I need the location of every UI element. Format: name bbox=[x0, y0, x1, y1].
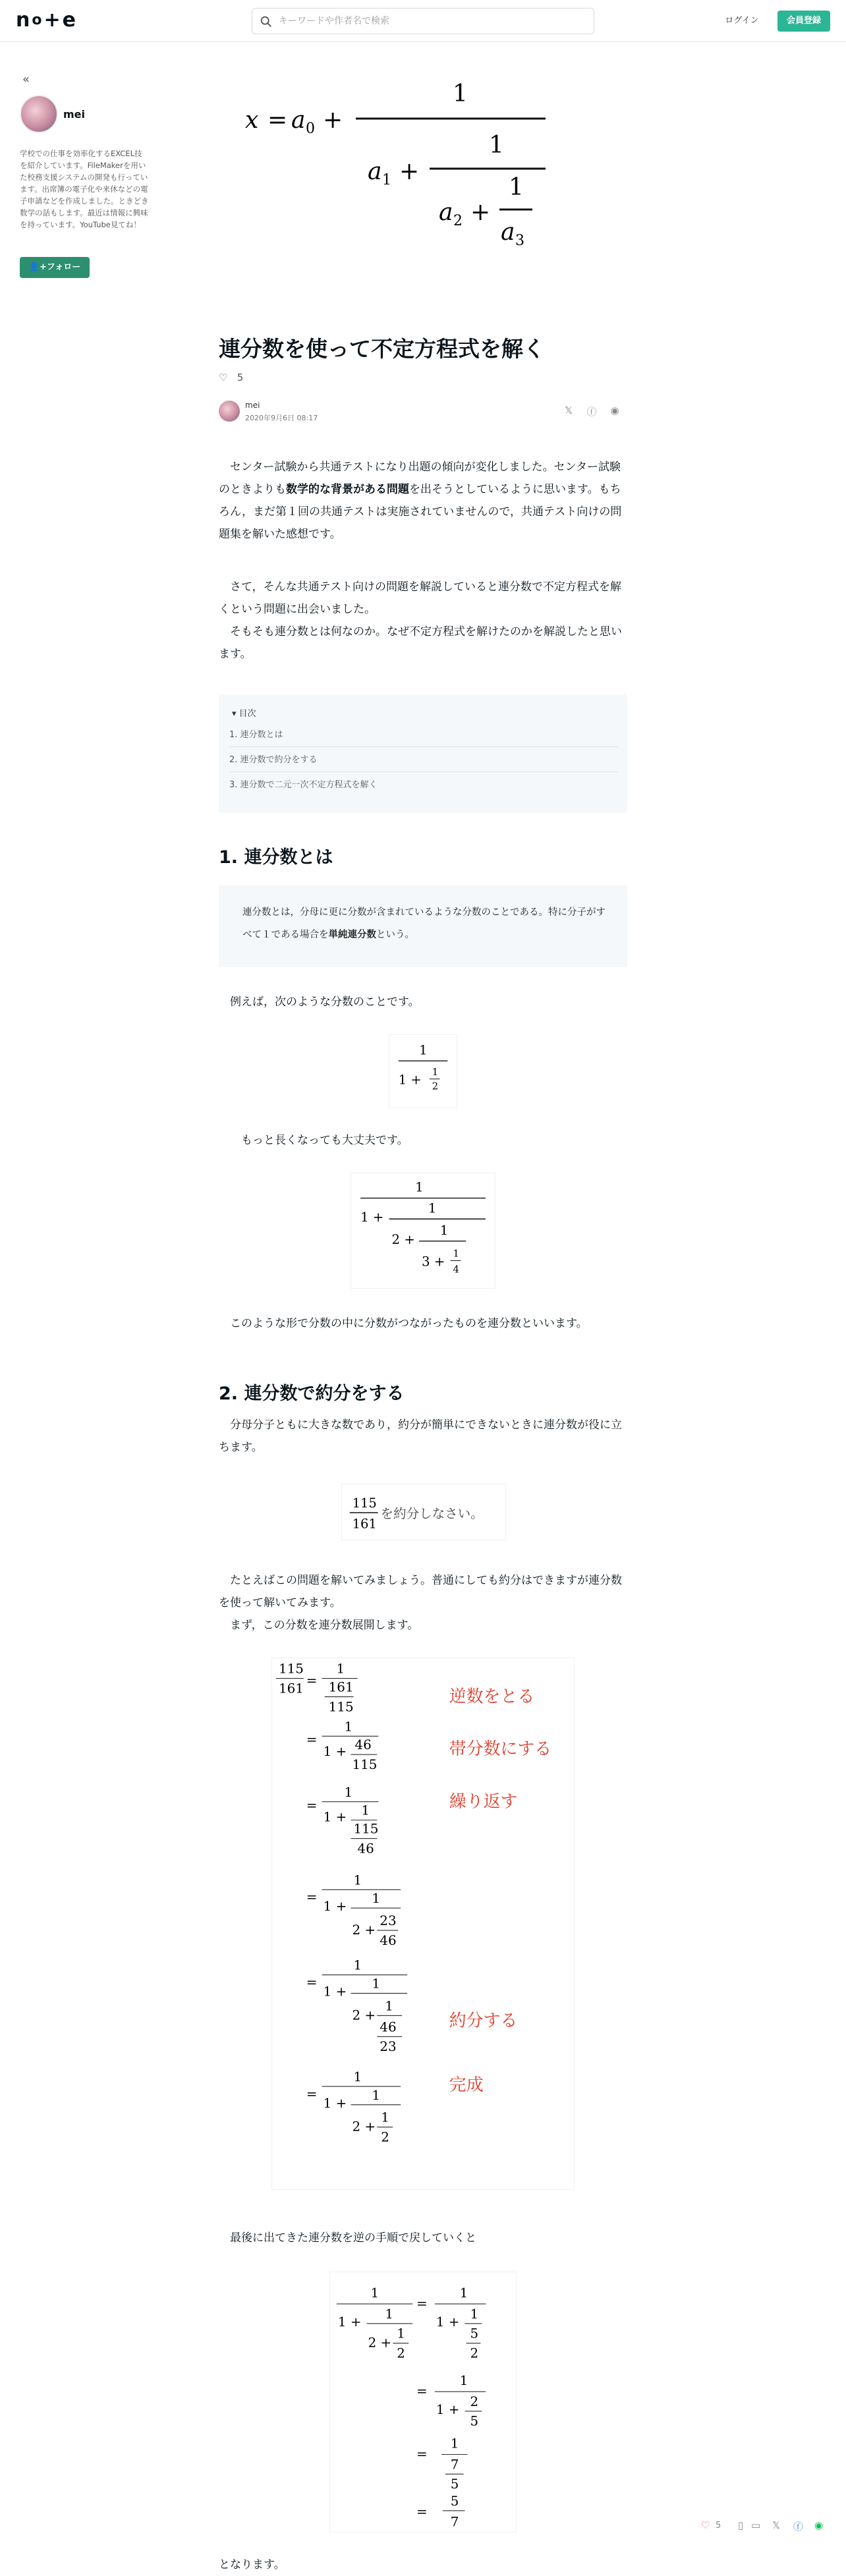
svg-text:a: a bbox=[439, 199, 453, 226]
svg-text:1: 1 bbox=[397, 2326, 405, 2341]
svg-text:1 +: 1 + bbox=[398, 1072, 422, 1088]
author-avatar[interactable] bbox=[219, 401, 240, 422]
formula-image bbox=[329, 2272, 517, 2533]
svg-text:23: 23 bbox=[380, 1913, 397, 1928]
intro-paragraph-3: そもそも連分数とは何なのか。なぜ不定方程式を解けたのかを解説したと思います。 bbox=[219, 625, 622, 661]
login-button[interactable]: ログイン bbox=[725, 16, 759, 26]
magazine-icon[interactable]: ▭ bbox=[751, 2519, 761, 2531]
svg-text:1: 1 bbox=[353, 2069, 362, 2085]
svg-text:1: 1 bbox=[353, 1872, 362, 1888]
avatar[interactable] bbox=[20, 95, 58, 133]
creator-bio: 学校での仕事を効率化するEXCEL技を紹介しています。FileMakerを用いた校務支援システムの開発も行っています。出席簿の電子化や来休などの電子申請などを作成しました。ときどき数学の話もします。最近は情報に興味を持っています。YouTube見てね！ bbox=[20, 149, 149, 229]
svg-text:5: 5 bbox=[450, 2493, 459, 2509]
svg-text:=: = bbox=[306, 1732, 318, 1748]
svg-text:=: = bbox=[306, 1673, 318, 1689]
svg-text:1: 1 bbox=[336, 1661, 345, 1677]
svg-text:2: 2 bbox=[381, 2129, 389, 2145]
svg-text:1 +: 1 + bbox=[323, 1899, 347, 1915]
svg-text:1 +: 1 + bbox=[323, 1809, 347, 1825]
site-header bbox=[0, 0, 846, 42]
svg-text:115: 115 bbox=[353, 1821, 379, 1837]
svg-text:1: 1 bbox=[372, 1976, 381, 1992]
formula-image bbox=[271, 1658, 575, 2190]
search-icon bbox=[259, 14, 273, 29]
svg-text:=: = bbox=[416, 2446, 428, 2462]
quote-text: 連分数とは，分母に更に分数が含まれているような分数のことである。特に分子がすべて１である場合を単純連分数という。 bbox=[242, 907, 606, 940]
svg-text:1 +: 1 + bbox=[436, 2401, 460, 2417]
svg-text:1: 1 bbox=[361, 1803, 370, 1818]
svg-text:46: 46 bbox=[354, 1737, 372, 1753]
svg-text:1: 1 bbox=[415, 1179, 424, 1195]
svg-text:2 +: 2 + bbox=[368, 2335, 392, 2351]
definition-text: このような形で分数の中に分数がつながったものを連分数といいます。 bbox=[230, 1317, 588, 1330]
svg-text:46: 46 bbox=[357, 1841, 374, 1857]
svg-text:1: 1 bbox=[382, 172, 391, 188]
like-number: 5 bbox=[716, 2521, 721, 2531]
toc-item[interactable]: 1. 連分数とは bbox=[229, 723, 618, 747]
svg-text:1 +: 1 + bbox=[337, 2314, 362, 2330]
definition-quote bbox=[219, 885, 627, 967]
author-name[interactable]: mei bbox=[245, 401, 260, 410]
svg-text:1 +: 1 + bbox=[360, 1210, 384, 1225]
svg-text:1: 1 bbox=[385, 1998, 393, 2014]
like-count[interactable] bbox=[219, 372, 243, 383]
svg-text:2: 2 bbox=[470, 2345, 479, 2361]
example-intro: 例えば，次のような分数のことです。 bbox=[230, 995, 420, 1009]
long-ok-text: もっと長くなっても大丈夫です。 bbox=[241, 1134, 409, 1147]
svg-text:=: = bbox=[306, 2086, 318, 2102]
reduce-label: を約分しなさい。 bbox=[380, 1505, 484, 1521]
svg-text:46: 46 bbox=[380, 2019, 397, 2035]
svg-text:2 +: 2 + bbox=[352, 2119, 376, 2135]
annotation-text: 繰り返す bbox=[449, 1791, 518, 1812]
svg-text:115: 115 bbox=[328, 1699, 354, 1715]
toc-toggle[interactable]: ▾ 目次 bbox=[232, 709, 256, 719]
svg-text:1: 1 bbox=[453, 1248, 459, 1260]
x-share-icon[interactable]: 𝕏 bbox=[564, 405, 573, 416]
svg-text:1: 1 bbox=[344, 1719, 353, 1735]
user-plus-icon: 👤+ bbox=[28, 262, 47, 272]
svg-text:=: = bbox=[306, 1890, 318, 1905]
svg-text:+: + bbox=[470, 199, 491, 226]
svg-text:=: = bbox=[416, 2504, 428, 2519]
svg-text:3 +: 3 + bbox=[422, 1254, 445, 1270]
svg-text:+: + bbox=[323, 107, 343, 134]
svg-text:=: = bbox=[416, 2384, 428, 2399]
svg-text:1: 1 bbox=[428, 1200, 437, 1216]
solve-text: たとえばこの問題を解いてみましょう。普通にしても約分はできますが連分数を使って解いてみます。 bbox=[219, 1574, 622, 1610]
svg-text:115: 115 bbox=[352, 1757, 378, 1773]
facebook-share-icon[interactable]: ⓕ bbox=[793, 2521, 804, 2533]
section-heading-2: 2. 連分数で約分をする bbox=[219, 1384, 405, 1404]
section-heading-1: 1. 連分数とは bbox=[219, 847, 333, 868]
formula-image bbox=[341, 1484, 506, 1540]
svg-text:1 +: 1 + bbox=[323, 2095, 347, 2111]
svg-text:1: 1 bbox=[439, 1222, 449, 1238]
svg-text:3: 3 bbox=[515, 233, 524, 249]
table-of-contents bbox=[219, 694, 627, 813]
search-box[interactable] bbox=[252, 8, 594, 34]
bookmark-icon[interactable]: ▯ bbox=[738, 2519, 744, 2531]
svg-text:a: a bbox=[368, 158, 382, 185]
svg-text:+: + bbox=[399, 158, 420, 185]
annotation-text: 帯分数にする bbox=[449, 1739, 552, 1760]
svg-text:161: 161 bbox=[352, 1516, 377, 1532]
section-2-text: 分母分子ともに大きな数であり，約分が簡単にできないときに連分数が役に立ちます。 bbox=[219, 1418, 622, 1454]
svg-text:1: 1 bbox=[453, 80, 468, 107]
annotation-text: 逆数をとる bbox=[449, 1687, 535, 1707]
svg-text:1: 1 bbox=[381, 2110, 389, 2125]
line-share-icon[interactable]: ◉ bbox=[610, 405, 619, 416]
svg-text:2 +: 2 + bbox=[352, 2007, 376, 2023]
intro-paragraph-2: さて，そんな共通テスト向けの問題を解説していると連分数で不定方程式を解くという問題に出会いました。 bbox=[219, 580, 621, 616]
toc-item[interactable]: 2. 連分数で約分をする bbox=[229, 748, 618, 772]
svg-text:1: 1 bbox=[489, 132, 504, 159]
expand-text: まず，この分数を連分数展開します。 bbox=[230, 1619, 419, 1632]
svg-text:1: 1 bbox=[459, 2373, 468, 2389]
floating-share-bar bbox=[685, 2514, 846, 2538]
svg-text:161: 161 bbox=[278, 1681, 304, 1696]
svg-text:1 +: 1 + bbox=[323, 1744, 347, 1760]
svg-text:=: = bbox=[306, 1797, 318, 1813]
article-meta bbox=[219, 398, 627, 424]
svg-text:1: 1 bbox=[344, 1784, 353, 1800]
hero-image bbox=[225, 42, 621, 306]
svg-text:1: 1 bbox=[370, 2285, 380, 2301]
svg-text:1: 1 bbox=[385, 2306, 394, 2322]
svg-text:5: 5 bbox=[450, 2477, 459, 2492]
svg-text:0: 0 bbox=[306, 121, 315, 137]
svg-text:2 +: 2 + bbox=[391, 1231, 415, 1247]
svg-text:1 +: 1 + bbox=[436, 2314, 460, 2330]
svg-text:161: 161 bbox=[328, 1679, 354, 1695]
svg-text:4: 4 bbox=[453, 1264, 459, 1275]
annotation-text: 完成 bbox=[449, 2075, 484, 2095]
svg-text:7: 7 bbox=[450, 2514, 459, 2530]
double-chevron-left-icon[interactable]: « bbox=[22, 72, 30, 86]
svg-text:a: a bbox=[291, 107, 306, 134]
heart-icon: ♡ bbox=[219, 372, 228, 383]
svg-text:2 +: 2 + bbox=[352, 1922, 376, 1938]
creator-name[interactable]: mei bbox=[63, 108, 86, 121]
line-share-icon[interactable]: ◉ bbox=[814, 2519, 824, 2531]
intro-paragraph-1: センター試験から共通テストになり出題の傾向が変化しました。センター試験のときよりも数学的な背景がある問題を出そうとしているように思います。もちろん，まだ第１回の共通テストは実施されていませんので，共通テスト向けの問題集を解いた感想です。 bbox=[219, 461, 622, 541]
svg-text:115: 115 bbox=[352, 1496, 377, 1511]
svg-text:1: 1 bbox=[509, 174, 524, 201]
svg-text:1: 1 bbox=[419, 1042, 428, 1058]
svg-text:=: = bbox=[306, 1974, 318, 1990]
svg-text:1 +: 1 + bbox=[323, 1984, 347, 2000]
like-number: 5 bbox=[237, 372, 244, 383]
back-text: 最後に出てきた連分数を逆の手順で戻していくと bbox=[230, 2231, 476, 2245]
svg-text:1: 1 bbox=[353, 1957, 362, 1973]
heart-icon[interactable]: ♡ bbox=[701, 2519, 710, 2531]
svg-text:1: 1 bbox=[470, 2306, 479, 2322]
svg-text:115: 115 bbox=[278, 1661, 304, 1677]
svg-text:5: 5 bbox=[470, 2413, 479, 2429]
article-title: 連分数を使って不定方程式を解く bbox=[219, 336, 545, 362]
publish-date: 2020年9月6日 08:17 bbox=[245, 414, 318, 422]
svg-text:2: 2 bbox=[432, 1080, 439, 1092]
svg-text:5: 5 bbox=[470, 2326, 479, 2341]
signup-button[interactable]: 会員登録 bbox=[777, 11, 830, 32]
svg-text:2: 2 bbox=[453, 213, 463, 229]
x-share-icon[interactable]: 𝕏 bbox=[772, 2519, 781, 2531]
search-input[interactable] bbox=[279, 9, 588, 34]
annotation-text: 約分する bbox=[449, 2011, 518, 2031]
svg-text:1: 1 bbox=[450, 2436, 459, 2451]
svg-text:x: x bbox=[245, 107, 259, 134]
formula-image bbox=[351, 1173, 495, 1289]
toc-item[interactable]: 3. 連分数で二元一次不定方程式を解く bbox=[229, 780, 378, 790]
formula-image bbox=[389, 1034, 457, 1108]
svg-text:46: 46 bbox=[380, 1932, 397, 1948]
follow-button[interactable] bbox=[20, 257, 90, 278]
svg-text:1: 1 bbox=[372, 1891, 381, 1907]
svg-text:1: 1 bbox=[372, 2087, 381, 2103]
end-text: となります。 bbox=[219, 2558, 285, 2571]
follow-label: フォロー bbox=[46, 262, 81, 272]
svg-text:=: = bbox=[416, 2296, 428, 2312]
note-logo[interactable]: no+e bbox=[16, 9, 78, 32]
svg-text:=: = bbox=[268, 107, 288, 134]
svg-text:2: 2 bbox=[397, 2345, 405, 2361]
svg-text:2: 2 bbox=[470, 2394, 479, 2409]
svg-text:1: 1 bbox=[459, 2285, 468, 2301]
svg-text:7: 7 bbox=[450, 2457, 459, 2473]
svg-text:23: 23 bbox=[380, 2039, 397, 2055]
svg-text:a: a bbox=[501, 219, 515, 246]
facebook-share-icon[interactable]: ⓕ bbox=[586, 406, 597, 418]
svg-text:1: 1 bbox=[432, 1066, 439, 1078]
